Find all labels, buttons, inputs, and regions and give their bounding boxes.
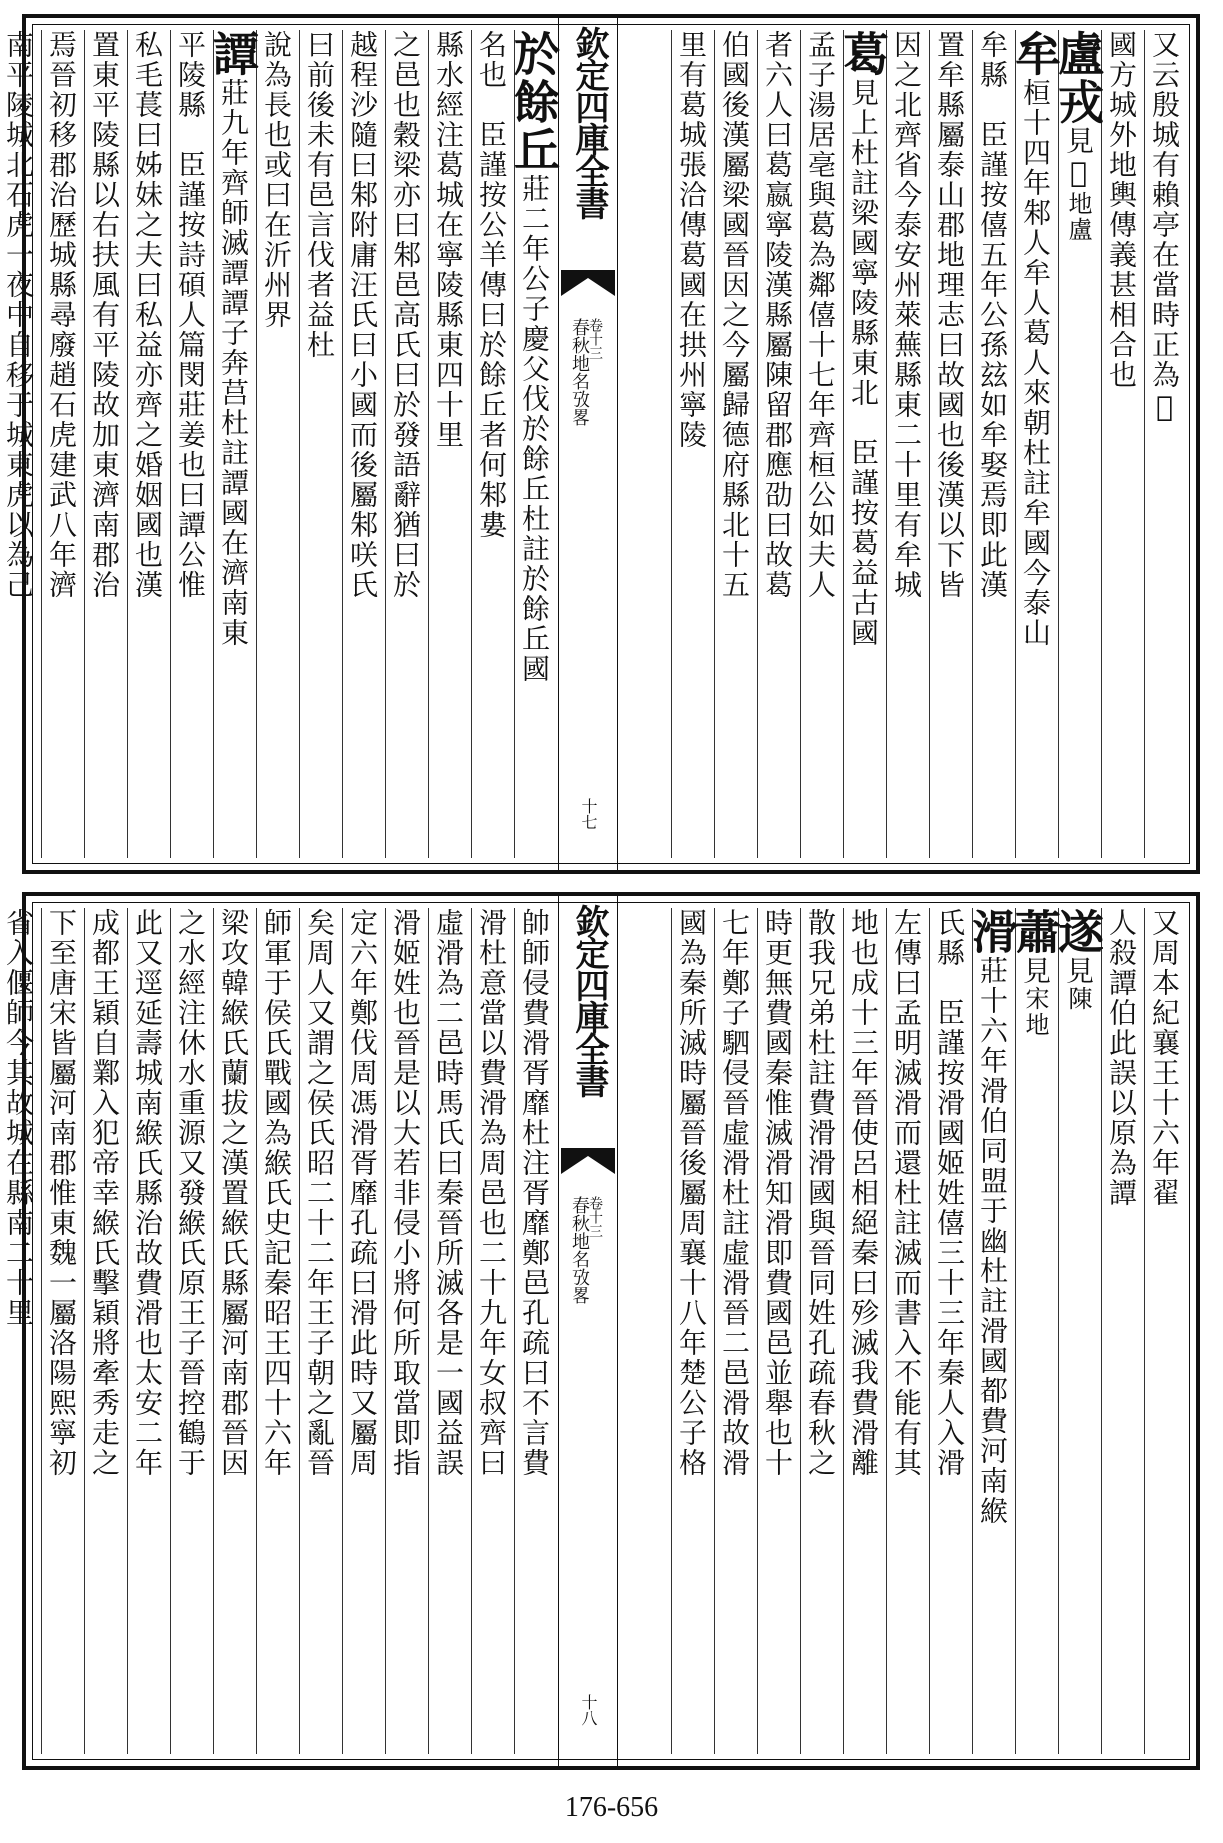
text-column bbox=[41, 30, 81, 858]
entry-heading: 於餘丘 bbox=[507, 30, 561, 174]
inline-note: 陳 bbox=[1064, 986, 1092, 1012]
text-column bbox=[671, 908, 711, 1754]
fish-tail-ornament-icon bbox=[559, 1146, 617, 1176]
column-text: 者六人曰葛嬴寧陵漢縣屬陳留郡應劭曰故葛 bbox=[761, 30, 794, 600]
text-column bbox=[428, 908, 468, 1754]
text-column bbox=[843, 908, 883, 1754]
column-text: 又云殷城有賴亭在當時正為𦵔 bbox=[1148, 30, 1181, 425]
column-text: 國方城外地輿傳義甚相合也 bbox=[1105, 30, 1138, 390]
subtitle: 春秋地名攷畧 bbox=[569, 318, 590, 426]
column-text: 見 bbox=[1019, 956, 1052, 986]
entry-heading: 牟 bbox=[1008, 30, 1062, 78]
juan-label: 卷十三 bbox=[587, 1196, 603, 1238]
center-gutter bbox=[558, 18, 618, 870]
entry-heading: 譚 bbox=[206, 30, 260, 78]
text-column bbox=[972, 30, 1012, 858]
text-column bbox=[507, 30, 561, 858]
entry-heading: 盧戎 bbox=[1051, 30, 1105, 126]
column-text: 見𦵔 bbox=[1062, 126, 1095, 191]
leaf-number: 十八 bbox=[579, 1694, 598, 1726]
entry-heading: 遂 bbox=[1051, 908, 1105, 956]
text-column bbox=[671, 30, 711, 858]
text-column bbox=[1051, 30, 1105, 858]
column-text: 帥師侵費滑胥靡杜注胥靡鄭邑孔疏曰不言費 bbox=[518, 908, 551, 1478]
text-column bbox=[428, 30, 468, 858]
column-text: 因之北齊省今泰安州萊蕪縣東二十里有牟城 bbox=[890, 30, 923, 600]
text-column bbox=[0, 908, 38, 1754]
text-column bbox=[385, 908, 425, 1754]
text-column bbox=[299, 30, 339, 858]
text-column bbox=[206, 30, 260, 858]
column-text: 氏縣 臣謹按滑國姬姓僖三十三年秦人入滑 bbox=[933, 908, 966, 1478]
column-text: 定六年鄭伐周馮滑胥靡孔疏曰滑此時又屬周 bbox=[346, 908, 379, 1478]
text-column bbox=[471, 908, 511, 1754]
text-column bbox=[84, 30, 124, 858]
column-text: 國為秦所滅時屬晉後屬周襄十八年楚公子格 bbox=[675, 908, 708, 1478]
text-column bbox=[170, 908, 210, 1754]
text-column bbox=[965, 908, 1019, 1754]
text-column bbox=[1144, 908, 1184, 1754]
column-text: 莊十六年滑伯同盟于幽杜註滑國都費河南緱 bbox=[976, 956, 1009, 1526]
column-text: 置牟縣屬泰山郡地理志曰故國也後漢以下皆 bbox=[933, 30, 966, 600]
text-column bbox=[41, 908, 81, 1754]
column-text: 縣水經注葛城在寧陵縣東四十里 bbox=[432, 30, 465, 450]
text-column bbox=[714, 30, 754, 858]
inline-note: 地盧 bbox=[1064, 191, 1092, 243]
text-column bbox=[170, 30, 210, 858]
column-text: 見 bbox=[1062, 956, 1095, 986]
inline-note: 宋地 bbox=[1021, 986, 1049, 1038]
juan-label: 卷十三 bbox=[587, 318, 603, 360]
page-number: 176-656 bbox=[564, 1792, 659, 1823]
column-text: 滑姬姓也晉是以大若非侵小將何所取當即指 bbox=[389, 908, 422, 1478]
column-text: 省入偃師今其故城在縣南二十里 bbox=[2, 908, 35, 1328]
text-column bbox=[929, 30, 969, 858]
entry-heading: 滑 bbox=[965, 908, 1019, 956]
column-text: 七年鄭子駟侵晉虛滑杜註虛滑晉二邑滑故滑 bbox=[718, 908, 751, 1478]
text-column bbox=[213, 908, 253, 1754]
center-gutter bbox=[558, 896, 618, 1766]
column-text: 散我兄弟杜註費滑滑國與晉同姓孔疏春秋之 bbox=[804, 908, 837, 1478]
text-column bbox=[471, 30, 511, 858]
text-column bbox=[800, 908, 840, 1754]
subtitle: 春秋地名攷畧 bbox=[569, 1196, 590, 1304]
text-column bbox=[800, 30, 840, 858]
text-column bbox=[342, 30, 382, 858]
right-half-text bbox=[608, 908, 1184, 1754]
text-column bbox=[1101, 30, 1141, 858]
column-text: 平陵縣 臣謹按詩碩人篇閔莊姜也曰譚公惟 bbox=[174, 30, 207, 600]
entry-heading: 蕭 bbox=[1008, 908, 1062, 956]
column-text: 置東平陵縣以右扶風有平陵故加東濟南郡治 bbox=[88, 30, 121, 600]
text-column bbox=[1008, 908, 1062, 1754]
text-column bbox=[1101, 908, 1141, 1754]
column-text: 此又逕延壽城南緱氏縣治故費滑也太安二年 bbox=[131, 908, 164, 1478]
column-text: 南平陵城北石虎一夜中自移于城東虎以為己 bbox=[2, 30, 35, 600]
text-column bbox=[385, 30, 425, 858]
page-top bbox=[2, 14, 1200, 874]
column-text: 越程沙隨曰邾附庸汪氏曰小國而後屬邾咲氏 bbox=[346, 30, 379, 600]
text-column bbox=[514, 908, 554, 1754]
text-column bbox=[1008, 30, 1062, 858]
column-text: 孟子湯居亳與葛為鄰僖十七年齊桓公如夫人 bbox=[804, 30, 837, 600]
column-text: 成都王穎自鄴入犯帝幸緱氏擊穎將牽秀走之 bbox=[88, 908, 121, 1478]
page-bottom bbox=[2, 892, 1200, 1770]
column-text: 之邑也穀梁亦曰邾邑高氏曰於發語辭猶曰於 bbox=[389, 30, 422, 600]
book-title: 欽定四庫全書 bbox=[569, 904, 609, 1096]
text-column bbox=[0, 30, 38, 858]
left-half-text bbox=[2, 908, 554, 1754]
text-column bbox=[84, 908, 124, 1754]
text-column bbox=[127, 30, 167, 858]
text-column bbox=[1051, 908, 1105, 1754]
column-text: 下至唐宋皆屬河南郡惟東魏一屬洛陽熙寧初 bbox=[45, 908, 78, 1478]
text-column bbox=[1144, 30, 1184, 858]
column-text: 焉晉初移郡治歷城縣尋廢趙石虎建武八年濟 bbox=[45, 30, 78, 600]
column-text: 里有葛城張洽傳葛國在拱州寧陵 bbox=[675, 30, 708, 450]
text-column bbox=[836, 30, 890, 858]
text-column bbox=[886, 30, 926, 858]
column-text: 私毛萇曰姊妹之夫曰私益亦齊之婚姻國也漢 bbox=[131, 30, 164, 600]
column-text: 說為長也或曰在沂州界 bbox=[260, 30, 293, 330]
book-title: 欽定四庫全書 bbox=[569, 26, 609, 218]
column-text: 曰前後未有邑言伐者益杜 bbox=[303, 30, 336, 360]
column-text: 左傳曰孟明滅滑而還杜註滅而書入不能有其 bbox=[890, 908, 923, 1478]
text-column bbox=[714, 908, 754, 1754]
column-text: 地也成十三年晉使呂相絕秦曰殄滅我費滑離 bbox=[847, 908, 880, 1478]
text-column bbox=[757, 908, 797, 1754]
column-text: 名也 臣謹按公羊傳曰於餘丘者何邾婁 bbox=[475, 30, 508, 540]
column-text: 梁攻韓緱氏蘭拔之漢置緱氏縣屬河南郡晉因 bbox=[217, 908, 250, 1478]
right-half-text bbox=[608, 30, 1184, 858]
leaf-number: 十七 bbox=[579, 798, 598, 830]
column-text: 師軍于侯氏戰國為緱氏史記秦昭王四十六年 bbox=[260, 908, 293, 1478]
text-column bbox=[256, 30, 296, 858]
column-text: 時更無費國秦惟滅滑知滑即費國邑並舉也十 bbox=[761, 908, 794, 1478]
text-column bbox=[127, 908, 167, 1754]
column-text: 牟縣 臣謹按僖五年公孫玆如牟娶焉即此漢 bbox=[976, 30, 1009, 600]
column-text: 又周本紀襄王十六年翟 bbox=[1148, 908, 1181, 1208]
column-text: 伯國後漢屬梁國晉因之今屬歸德府縣北十五 bbox=[718, 30, 751, 600]
column-text: 見上杜註梁國寧陵縣東北 臣謹按葛益古國 bbox=[847, 78, 880, 648]
column-text: 矣周人又謂之侯氏昭二十二年王子朝之亂晉 bbox=[303, 908, 336, 1478]
column-text: 滑杜意當以費滑為周邑也二十九年女叔齊曰 bbox=[475, 908, 508, 1478]
column-text: 之水經注休水重源又發緱氏原王子晉控鶴于 bbox=[174, 908, 207, 1478]
fish-tail-ornament-icon bbox=[559, 268, 617, 298]
text-column bbox=[299, 908, 339, 1754]
column-text: 莊九年齊師滅譚譚子奔莒杜註譚國在濟南東 bbox=[217, 78, 250, 648]
column-text: 莊二年公子慶父伐於餘丘杜註於餘丘國 bbox=[518, 174, 551, 684]
left-half-text bbox=[2, 30, 561, 858]
text-column bbox=[256, 908, 296, 1754]
entry-heading: 葛 bbox=[836, 30, 890, 78]
text-column bbox=[886, 908, 926, 1754]
column-text: 虛滑為二邑時馬氏曰秦晉所滅各是一國益誤 bbox=[432, 908, 465, 1478]
text-column bbox=[929, 908, 969, 1754]
column-text: 人殺譚伯此誤以原為譚 bbox=[1105, 908, 1138, 1208]
text-column bbox=[757, 30, 797, 858]
column-text: 桓十四年邾人牟人葛人來朝杜註牟國今泰山 bbox=[1019, 78, 1052, 648]
text-column bbox=[342, 908, 382, 1754]
